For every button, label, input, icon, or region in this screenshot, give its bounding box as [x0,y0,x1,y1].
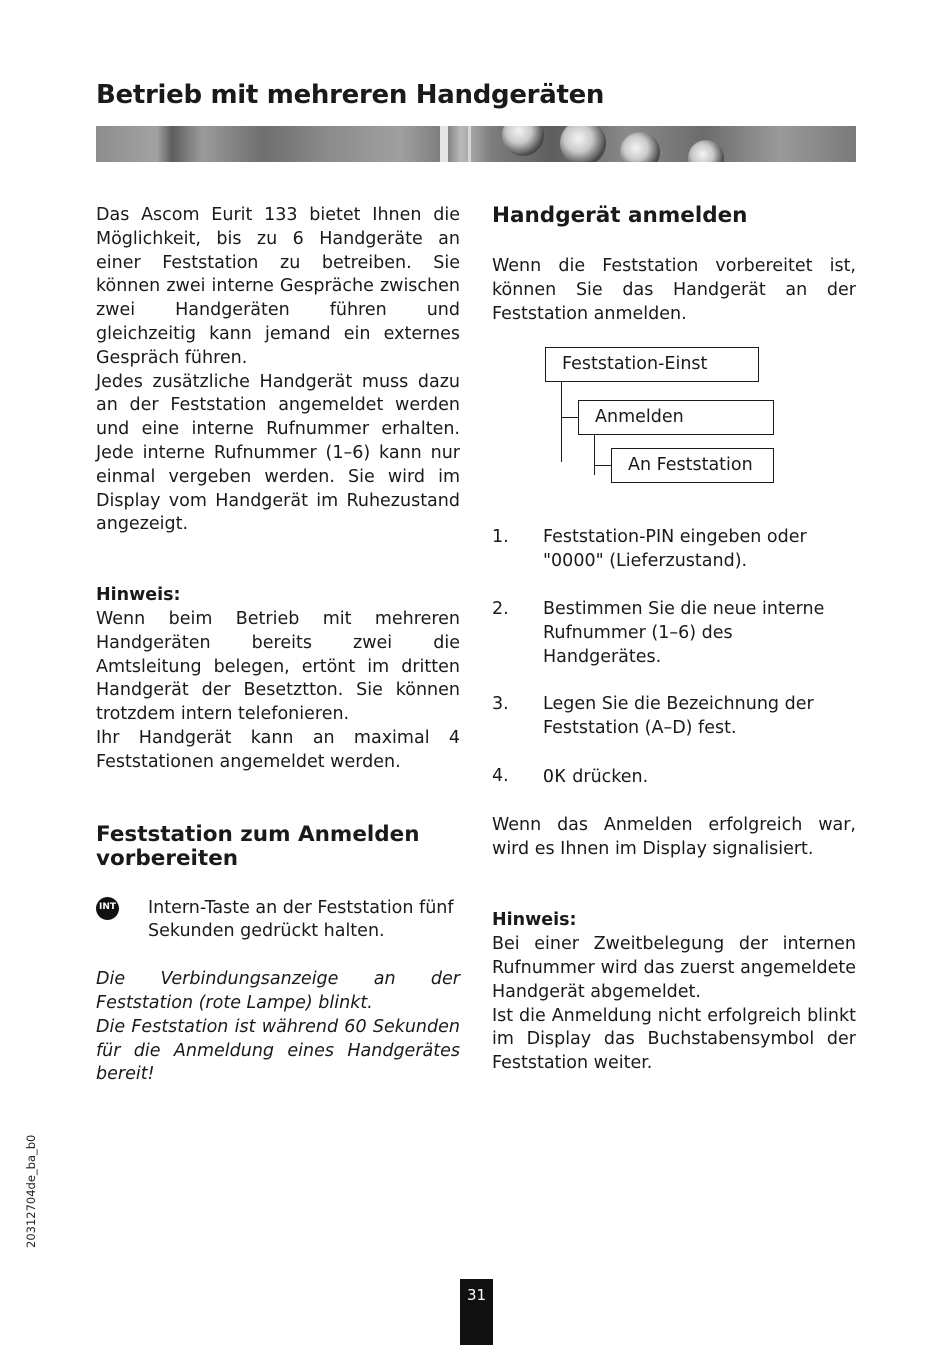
step-text: Feststation-PIN eingeben oder "0000" (Lieferzustand). [543,527,807,572]
keypad-button-icon [620,132,660,162]
step-item [492,598,856,669]
italic-text: Die Verbindungsanzeige an der Feststation (rote Lampe) blinkt. [96,969,460,1013]
step-item [492,526,856,574]
step-number: 3. [492,694,509,715]
right-column [492,204,856,1076]
page-number: 31 [460,1279,493,1345]
banner-decor [440,126,448,162]
int-key-icon: INT [96,897,119,920]
step-item [492,693,856,741]
section-title-prepare: Feststation zum Anmelden vorbereiten [96,821,420,871]
step-text [543,765,856,790]
tree-connector [594,435,595,475]
int-instruction-text: Intern-Taste an der Feststation fünf Sekunden gedrückt halten. [148,897,454,942]
page-title: Betrieb mit mehreren Handgeräten [96,80,605,110]
menu-item-anmelden: Anmelden [578,400,774,435]
intro-text: Das Ascom Eurit 133 bietet Ihnen die Möglichkeit, bis zu 6 Handgeräte an einer Feststation zu betreiben. Sie können zwei interne Gespräche zwischen zwei Handgeräten führen und gleichzeitig kann jemand ein externes Gespräch führen. [96,205,460,368]
italic-note [96,968,460,1087]
italic-text: Die Feststation ist während 60 Sekunden für die Anmeldung eines Handgerätes bereit! [96,1016,460,1085]
success-text: Wenn das Anmelden erfolgreich war, wird es Ihnen im Display signalisiert. [492,814,856,859]
menu-path-diagram [492,347,856,487]
note-text: Bei einer Zweitbelegung der internen Rufnummer wird das zuerst angemeldete Handgerät abgemeldet. [492,934,856,1002]
intro-paragraph [96,204,460,537]
left-column [96,204,460,1087]
header-photo-banner [96,126,856,162]
step-text: Legen Sie die Bezeichnung der Feststation (A–D) fest. [543,694,814,739]
step-text: Bestimmen Sie die neue interne Rufnummer (1–6) des Handgerätes. [543,598,825,667]
tree-connector [561,417,578,418]
menu-item-feststation-einst: Feststation-Einst [545,347,759,382]
note-title: Hinweis: [96,585,181,606]
ok-key-icon: OK [543,765,567,787]
keypad-button-icon [502,126,544,156]
note-title: Hinweis: [492,910,577,931]
register-intro: Wenn die Feststation vorbereitet ist, können Sie das Handgerät an der Feststation anmelden. [492,256,856,324]
step-item [492,765,856,790]
document-code: 20312704de_ba_b0 [24,1134,38,1248]
section-title-register: Handgerät anmelden [492,203,748,228]
int-instruction [96,897,460,945]
intro-text: Jedes zusätzliche Handgerät muss dazu an der Feststation angemeldet werden und eine interne Rufnummer erhalten. Jede interne Rufnummer (1–6) kann nur einmal vergeben werden. Sie wird im Display vom Handgerät im Ruhezustand angezeigt. [96,371,460,535]
step-number: 4. [492,765,509,786]
step-number: 2. [492,598,509,619]
menu-item-an-feststation: An Feststation [611,448,774,483]
keypad-button-icon [560,126,606,162]
step-text-suffix: drücken. [572,766,649,787]
keypad-button-icon [688,140,724,162]
note-paragraph [492,933,856,1076]
note-text: Ist die Anmeldung nicht erfolgreich blinkt im Display das Buchstabensymbol der Feststation weiter. [492,1005,856,1074]
tree-connector [594,465,611,466]
banner-decor [468,126,471,162]
note-text: Ihr Handgerät kann an maximal 4 Feststationen angemeldet werden. [96,727,460,772]
step-number: 1. [492,527,509,548]
tree-connector [561,382,562,462]
note-paragraph [96,608,460,775]
note-text: Wenn beim Betrieb mit mehreren Handgeräten bereits zwei die Amtsleitung belegen, ertönt im dritten Handgerät der Besetztton. Sie können trotzdem intern telefonieren. [96,608,460,725]
steps-list [492,526,856,789]
